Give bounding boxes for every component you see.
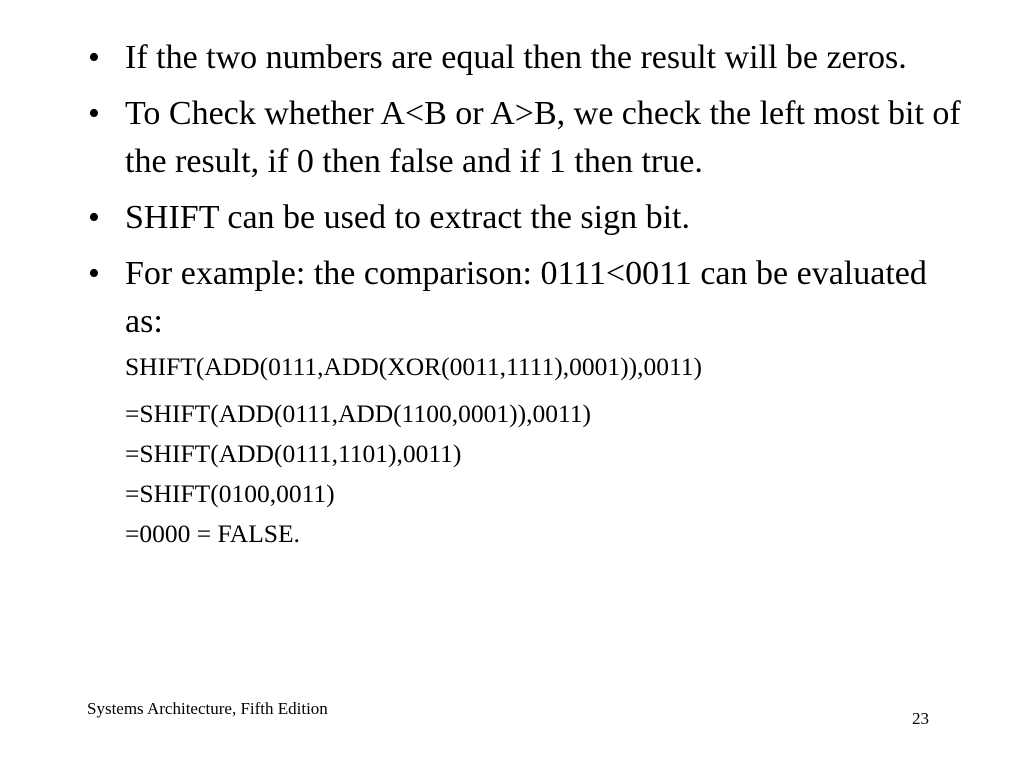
bullet-item bbox=[88, 250, 968, 554]
footer-book-title: Systems Architecture, Fifth Edition bbox=[87, 699, 328, 718]
bullet-marker: • bbox=[88, 199, 100, 236]
bullet-item bbox=[88, 194, 968, 242]
evaluation-expression: SHIFT(ADD(0111,ADD(XOR(0011,1111),0001)),0011) bbox=[125, 352, 702, 381]
bullet-text: If the two numbers are equal then the result will be zeros. bbox=[125, 39, 907, 76]
bullet-text: For example: the comparison: 0111<0011 can be evaluated as: bbox=[125, 255, 927, 340]
bullet-list bbox=[88, 34, 968, 562]
bullet-marker: • bbox=[88, 95, 100, 132]
evaluation-step: =0000 = FALSE. bbox=[125, 519, 300, 548]
footer-page-number: 23 bbox=[912, 709, 929, 728]
evaluation-step: =SHIFT(ADD(0111,1101),0011) bbox=[125, 439, 462, 468]
evaluation-step: =SHIFT(ADD(0111,ADD(1100,0001)),0011) bbox=[125, 399, 592, 428]
evaluation-block bbox=[125, 346, 968, 554]
bullet-text: SHIFT can be used to extract the sign bit. bbox=[125, 199, 690, 236]
evaluation-step: =SHIFT(0100,0011) bbox=[125, 479, 335, 508]
bullet-marker: • bbox=[88, 255, 100, 292]
bullet-item bbox=[88, 34, 968, 82]
bullet-text: To Check whether A<B or A>B, we check the left most bit of the result, if 0 then false and if 1 then true. bbox=[125, 95, 961, 180]
bullet-marker: • bbox=[88, 39, 100, 76]
evaluation-steps bbox=[125, 394, 968, 554]
bullet-item bbox=[88, 90, 968, 186]
